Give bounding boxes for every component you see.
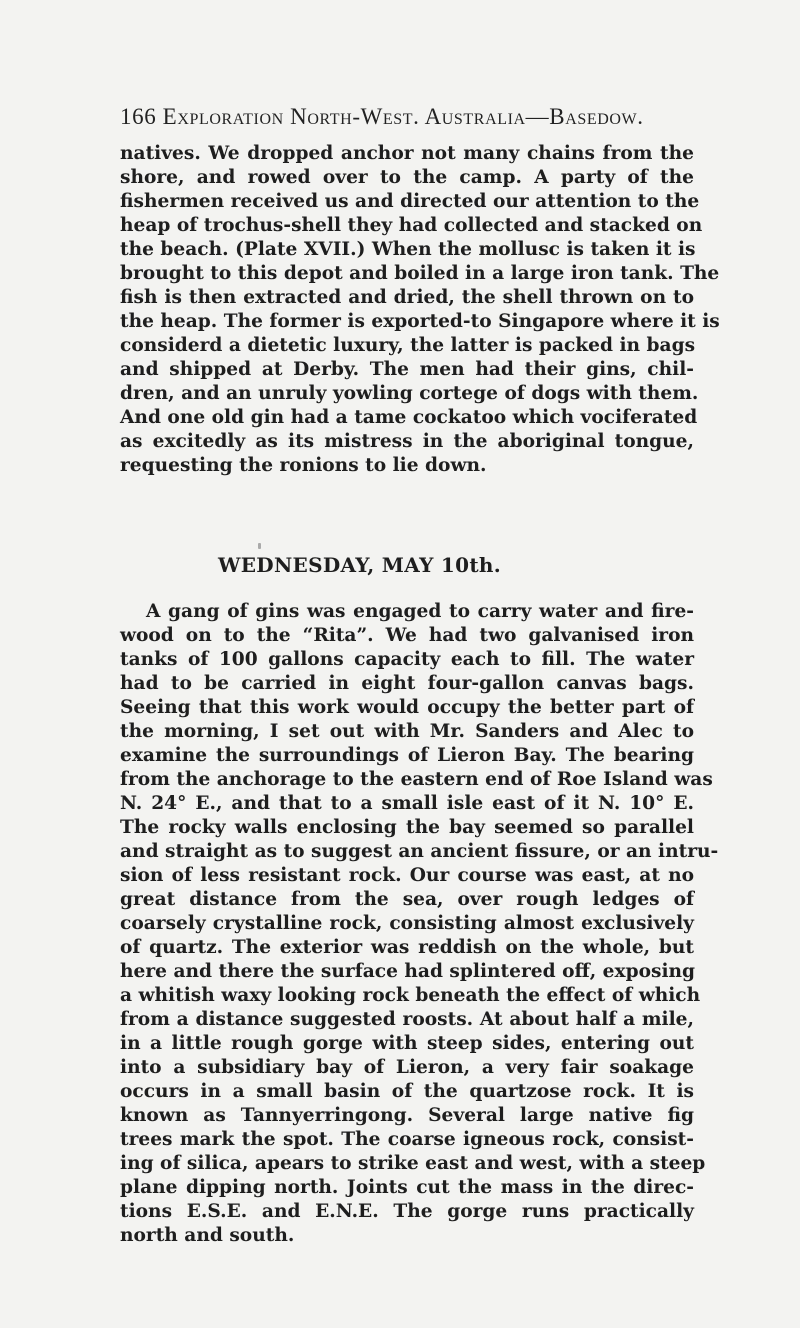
text-line: ing of silica, apears to strike east and west, with a steep	[120, 1153, 706, 1174]
text-line: a whitish waxy looking rock beneath the effect of which	[120, 985, 701, 1006]
text-line: of quartz. The exterior was reddish on the whole, but	[120, 937, 694, 958]
text-line: heap of trochus-shell they had collected and stacked on	[120, 215, 703, 236]
text-line: tanks of 100 gallons capacity each to fill. The water	[120, 649, 694, 670]
text-line: fish is then extracted and dried, the shell thrown on to	[120, 287, 694, 308]
text-line: coarsely crystalline rock, consisting almost exclusively	[120, 913, 694, 934]
text-line: into a subsidiary bay of Lieron, a very fair soakage	[120, 1057, 694, 1078]
text-line: shore, and rowed over to the camp. A party of the	[120, 167, 694, 188]
text-line: examine the surroundings of Lieron Bay. The bearing	[120, 745, 694, 766]
text-line: known as Tannyerringong. Several large native fig	[120, 1105, 694, 1126]
text-line: plane dipping north. Joints cut the mass in the direc-	[120, 1177, 694, 1198]
text-line-indented	[120, 600, 694, 624]
page-number: 166	[120, 104, 157, 129]
text-line: from a distance suggested roosts. At about half a mile,	[120, 1009, 694, 1030]
print-speck	[258, 543, 261, 549]
text-line: The rocky walls enclosing the bay seemed so parallel	[120, 817, 694, 838]
text-line: the beach. (Plate XVII.) When the mollusc is taken it is	[120, 239, 696, 260]
text-line: had to be carried in eight four-gallon canvas bags.	[120, 673, 694, 694]
paragraph-wednesday	[120, 600, 719, 1248]
running-title: Exploration North-West. Australia—Basedow.	[162, 104, 644, 129]
text-line: the heap. The former is exported-to Singapore where it is	[120, 311, 720, 332]
text-line: Seeing that this work would occupy the better part of	[120, 697, 694, 718]
text-line: the morning, I set out with Mr. Sanders and Alec to	[120, 721, 694, 742]
text-line: in a little rough gorge with steep sides, entering out	[120, 1033, 694, 1054]
text-line: and shipped at Derby. The men had their gins, chil-	[120, 359, 694, 380]
text-line: brought to this depot and boiled in a large iron tank. The	[120, 263, 720, 284]
text-line: occurs in a small basin of the quartzose rock. It is	[120, 1081, 694, 1102]
text-line: And one old gin had a tame cockatoo which vociferated	[120, 407, 698, 428]
text-line: trees mark the spot. The coarse igneous rock, consist-	[120, 1129, 694, 1150]
text-line: great distance from the sea, over rough ledges of	[120, 889, 694, 910]
text-line-content: A gang of gins was engaged to carry water and fire-	[146, 601, 694, 622]
text-line: wood on to the “Rita”. We had two galvanised iron	[120, 625, 694, 646]
text-line: N. 24° E., and that to a small isle east of it N. 10° E.	[120, 793, 694, 814]
text-line: dren, and an unruly yowling cortege of dogs with them.	[120, 383, 699, 404]
text-line: requesting the ronions to lie down.	[120, 455, 487, 476]
section-heading: WEDNESDAY, MAY 10th.	[218, 553, 501, 577]
running-head	[120, 104, 800, 130]
text-line: tions E.S.E. and E.N.E. The gorge runs practically	[120, 1201, 694, 1222]
text-line: sion of less resistant rock. Our course was east, at no	[120, 865, 694, 886]
paragraph-natives	[120, 142, 720, 478]
text-line: here and there the surface had splintered off, exposing	[120, 961, 696, 982]
text-line: from the anchorage to the eastern end of Roe Island was	[120, 769, 713, 790]
text-line: natives. We dropped anchor not many chains from the	[120, 143, 694, 164]
text-line: as excitedly as its mistress in the aboriginal tongue,	[120, 431, 694, 452]
text-line: north and south.	[120, 1225, 295, 1246]
text-line: and straight as to suggest an ancient fissure, or an intru-	[120, 841, 719, 862]
text-line: fishermen received us and directed our attention to the	[120, 191, 700, 212]
text-line: considerd a dietetic luxury, the latter is packed in bags	[120, 335, 696, 356]
